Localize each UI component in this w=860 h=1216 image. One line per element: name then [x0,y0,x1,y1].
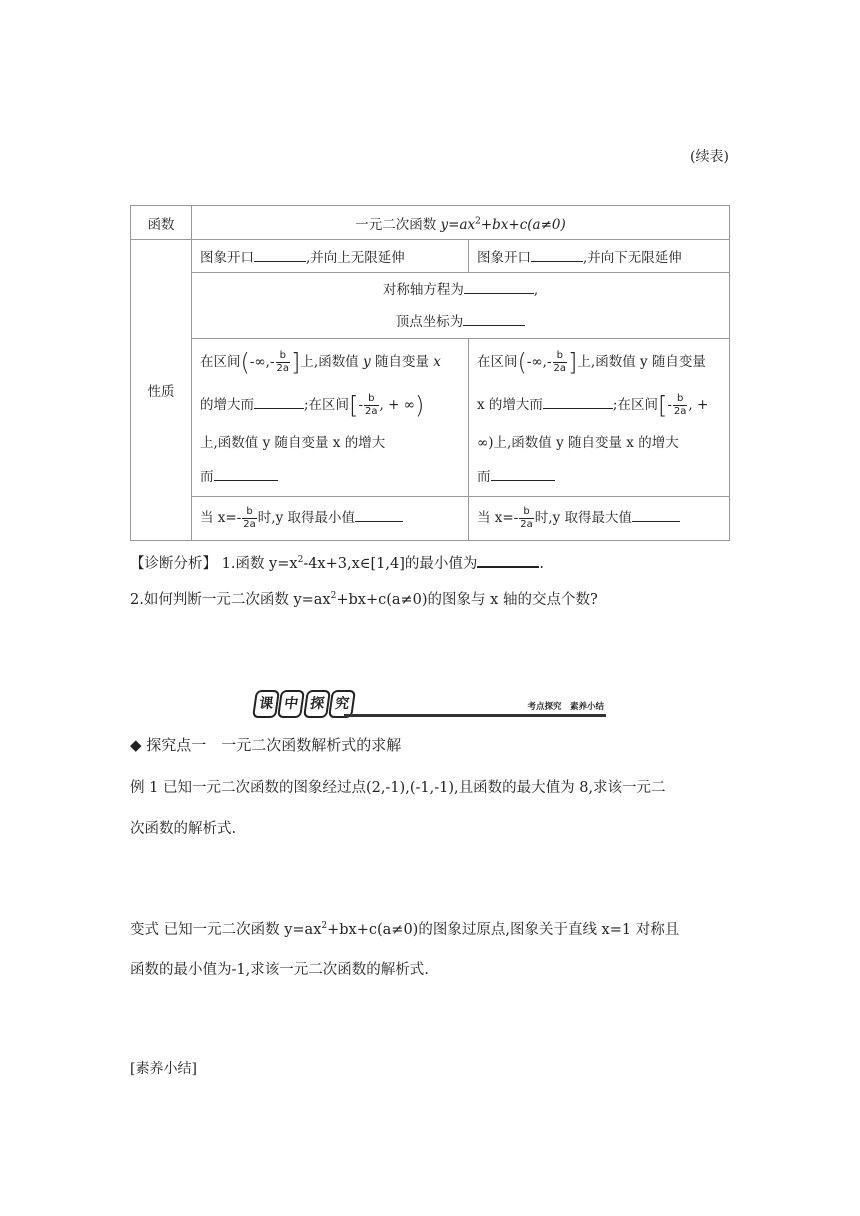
answer-blank [477,554,539,568]
variant-line2: 函数的最小值为-1,求该一元二次函数的解析式. [130,962,429,978]
row-label-properties: 性质 [131,240,192,541]
diagnosis-q2: 2.如何判断一元二次函数 $y=ax^2+bx+c(a\ne 0)$的图象与 x 轴的交点个数? [130,591,598,608]
fraction: $\frac{b}{2a}$ [276,350,290,374]
table-header: 一元二次函数 $y=ax^2+bx+c(a\ne 0)$ [192,206,730,240]
fraction: $\frac{b}{2a}$ [520,506,533,530]
banner-tail: 考点探究 素养小结 [527,702,604,712]
answer-blank [531,249,583,262]
min-value-cell: 当 x=- $\frac{b}{2a}$ 时,y 取得最小值 [192,497,469,541]
monotonic-left-cell: 在区间(-∞,- $\frac{b}{2a}$ ]上,函数值 y 随自变量 x 的增大而 ;在区间[- $\frac{b}{2a}$ , + ∞) 上,函数值 y 随自变量 x 的增大 而 [192,339,469,497]
banner-title: 课 中 探 究 [254,690,354,716]
explore-heading: ◆ 探究点一 一元二次函数解析式的求解 [130,736,402,754]
quadratic-properties-table [130,205,730,541]
max-value-cell: 当 x=- $\frac{b}{2a}$ 时,y 取得最大值 [469,497,730,541]
example1-line2: 次函数的解析式. [130,821,237,837]
diagnosis-q1: 【诊断分析】 1.函数 $y=x^2-4x+3,x\in[1,4]$的最小值为 . [130,555,544,572]
continued-label: (续表) [690,149,729,165]
open-down-cell: 图象开口 ,并向下无限延伸 [469,240,730,273]
row-label-function: 函数 [131,206,192,240]
answer-blank [543,396,613,409]
answer-blank [491,468,555,481]
fraction: $\frac{b}{2a}$ [243,506,256,530]
banner-rule [344,714,606,717]
open-up-cell: 图象开口 ,并向上无限延伸 [192,240,469,273]
variant-line1: 变式 已知一元二次函数 $y=ax^2+bx+c(a\ne 0)$的图象过原点,图象关于直线 x=1 对称且 [130,921,680,938]
summary-label: [素养小结] [130,1061,197,1077]
fraction: $\frac{b}{2a}$ [553,350,567,374]
answer-blank [254,396,304,409]
fraction: $\frac{b}{2a}$ [673,392,687,417]
answer-blank [214,468,278,481]
section-banner [254,690,606,718]
monotonic-right-cell: 在区间(-∞,- $\frac{b}{2a}$ ]上,函数值 y 随自变量 x 的增大而 ;在区间[- $\frac{b}{2a}$ , + ∞)上,函数值 y 随自变量 x 的增大 而 [469,339,730,497]
answer-blank [355,509,403,522]
answer-blank [632,509,680,522]
answer-blank [254,249,306,262]
example1-line1: 例 1 已知一元二次函数的图象经过点(2,-1),(-1,-1),且函数的最大值为 8,求该一元二 [130,780,666,796]
answer-blank [464,281,534,294]
axis-vertex-cell: 对称轴方程为 , 顶点坐标为 [192,273,730,339]
answer-blank [463,313,525,326]
fraction: $\frac{b}{2a}$ [365,392,378,417]
